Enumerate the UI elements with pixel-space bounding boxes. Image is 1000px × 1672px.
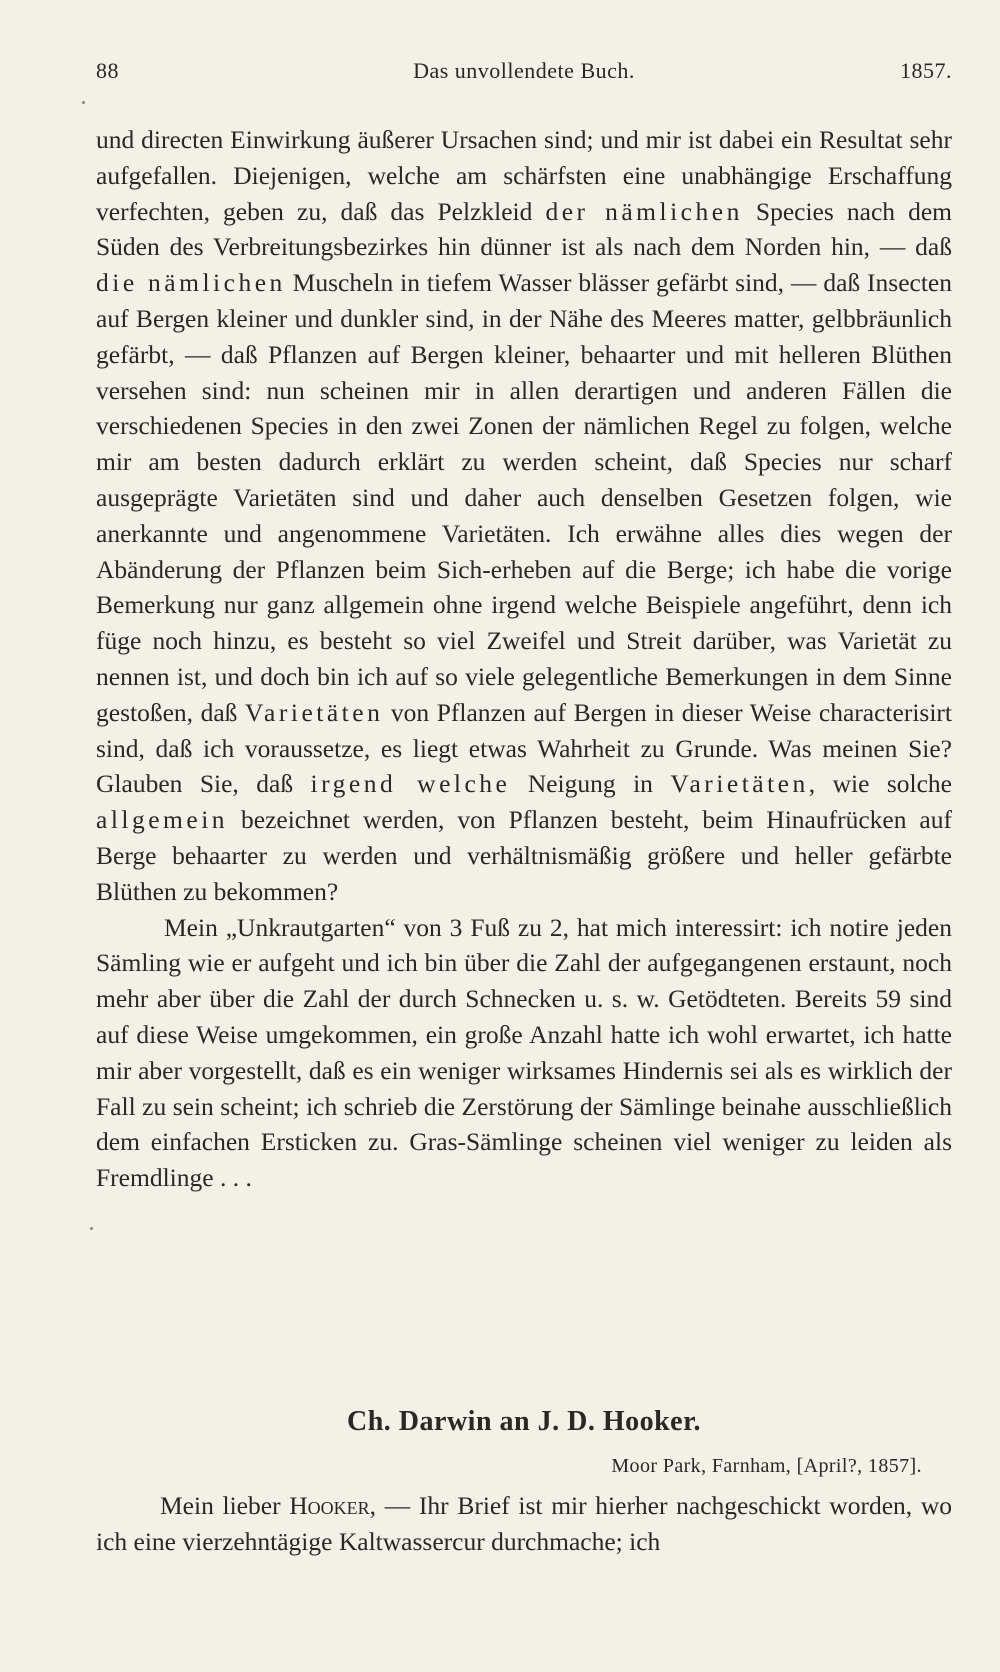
text-run: Species nach dem Süden des Verbreitungsbezirkes hin dünner ist als nach dem Norden hin, — daß xyxy=(96,196,952,262)
text-run: von Pflanzen auf Bergen in dieser Weise characterisirt sind, daß ich voraussetze, es liegt etwas Wahrheit zu Grunde. Was meinen Sie? Glauben Sie, daß xyxy=(96,697,952,799)
paper-speck xyxy=(82,101,85,104)
paper-speck xyxy=(90,1227,93,1230)
letter-body xyxy=(96,1488,952,1560)
letter-heading: Ch. Darwin an J. D. Hooker. xyxy=(347,1406,701,1437)
text-run: und directen Einwirkung äußerer Ursachen sind; und mir ist dabei ein Resultat sehr aufgefallen. Diejenigen, welche am schärfsten eine unabhängige Erschaffung verfechten, geben zu, daß das Pelzkleid xyxy=(96,125,952,226)
recipient-name: Hooker xyxy=(289,1491,370,1520)
letter-place-date: Moor Park, Farnham, [April?, 1857]. xyxy=(611,1455,922,1477)
spaced-emphasis: irgend welche xyxy=(310,769,511,799)
paragraph-2: Mein „Unkrautgarten“ von 3 Fuß zu 2, hat mich interessirt: ich notire jeden Sämling wie er aufgeht und ich bin über die Zahl der aufgegangenen erstaunt, noch mehr aber über die Zahl der durch Schnecken u. s. w. Getödteten. Bereits 59 sind auf diese Weise umgekommen, ein große Anzahl hatte ich wohl erwartet, ich hatte mir aber vorgestellt, daß es ein weniger wirksames Hindernis sei als es wirklich der Fall zu sein scheint; ich schrieb die Zerstörung der Sämlinge beinahe ausschließlich dem einfachen Ersticken zu. Gras-Sämlinge scheinen viel weniger zu leiden als Fremdlinge . . . xyxy=(96,912,952,1193)
page-number: 88 xyxy=(96,58,119,83)
running-head xyxy=(96,58,952,92)
text-run: Muscheln in tiefem Wasser blässer gefärbt sind, — daß Insecten auf Bergen kleiner und dunkler sind, in der Nähe des Meeres matter, gelbbräunlich gefärbt, — daß Pflanzen auf Bergen kleiner, behaarter und mit helleren Blüthen versehen sind: nun scheinen mir in allen derartigen und anderen Fällen die verschiedenen Species in den zwei Zonen der nämlichen Regel zu folgen, welche mir am besten dadurch erklärt zu werden scheint, daß Species nur scharf ausgeprägte Varietäten sind und daher auch denselben Gesetzen folgen, wie anerkannte und angenommene Varietäten. Ich erwähne alles dies wegen der Abänderung der Pflanzen beim Sich-erheben auf die Berge; ich habe die vorige Bemerkung nur ganz allgemein ohne irgend welche Beispiele angeführt, denn ich füge noch hinzu, es besteht so viel Zweifel und Streit darüber, was Varietät zu nennen ist, und doch bin ich auf so viele gelegentliche Bemerkungen in dem Sinne gestoßen, daß xyxy=(96,268,952,727)
running-title: Das unvollendete Buch. xyxy=(413,58,635,83)
text-run: , wie solche xyxy=(808,769,952,799)
spaced-emphasis: Varietäten xyxy=(244,697,384,727)
spaced-emphasis: der nämlichen xyxy=(545,196,743,226)
main-text xyxy=(96,122,952,1196)
salutation: Mein lieber xyxy=(160,1491,290,1520)
paragraph-1 xyxy=(96,122,952,910)
spaced-emphasis: Varietäten xyxy=(670,769,809,799)
text-run: bezeichnet werden, von Pflanzen besteht, beim Hinaufrücken auf Berge behaarter zu werden und verhältnismäßig größere und heller gefärbte Blüthen zu bekommen? xyxy=(96,805,952,906)
letter-text: , — Ihr Brief ist mir hierher nachgeschickt worden, wo ich eine vierzehntägige Kaltwassercur durchmache; ich xyxy=(96,1491,952,1556)
text-run: Neigung in xyxy=(510,769,671,799)
spaced-emphasis: die nämlichen xyxy=(96,268,286,298)
running-year: 1857. xyxy=(900,58,952,83)
spaced-emphasis: allgemein xyxy=(96,805,229,835)
letter-paragraph xyxy=(96,1488,952,1560)
